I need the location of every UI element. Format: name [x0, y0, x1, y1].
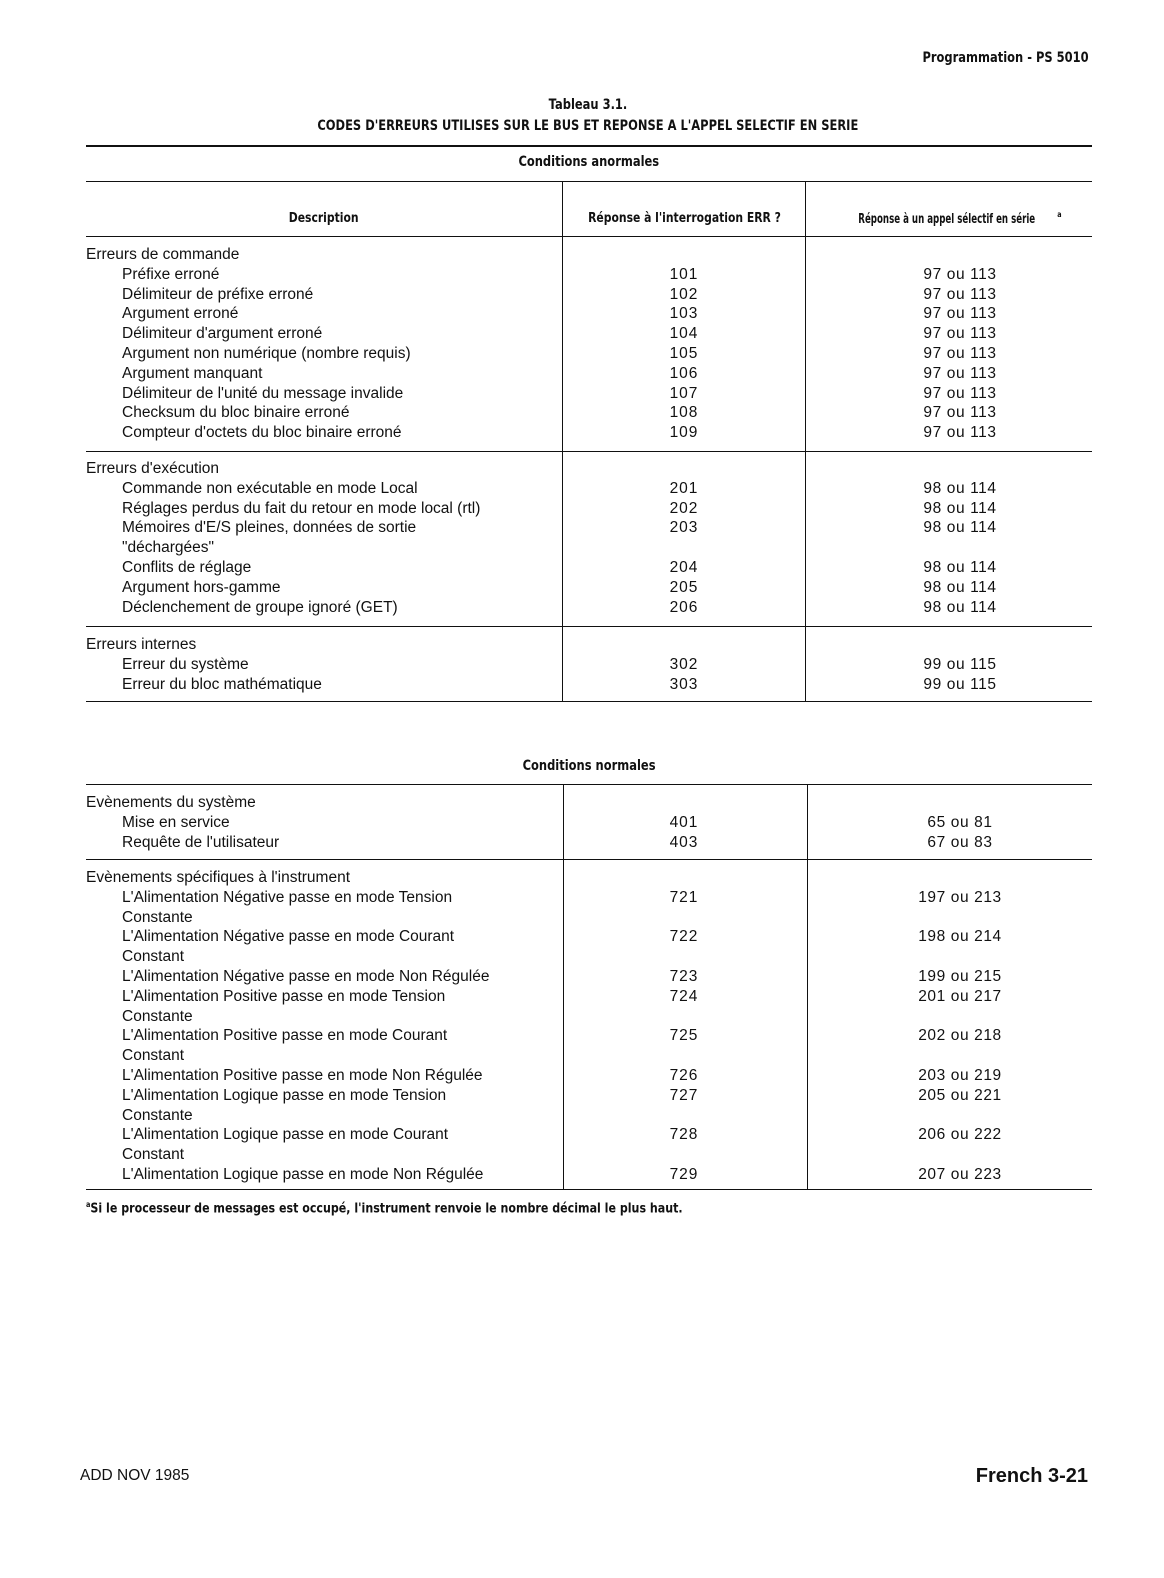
- table-row: Délimiteur de préfixe erroné 102 97 ou 113: [122, 285, 997, 303]
- table-row: Erreur du système 302 99 ou 115: [122, 655, 997, 673]
- page-number: French 3-21: [975, 1465, 1088, 1487]
- table-row: Constante: [122, 1106, 193, 1124]
- group-command-errors: [0, 245, 1164, 443]
- table-row: Constante: [122, 1007, 193, 1025]
- group-heading: Erreurs de commande: [86, 246, 240, 263]
- group-heading: Erreurs d'exécution: [86, 460, 220, 477]
- footer-date: ADD NOV 1985: [80, 1467, 190, 1484]
- group-internal-errors: [0, 635, 1164, 694]
- group-instrument-events: [0, 868, 1164, 1185]
- table-row: Compteur d'octets du bloc binaire erroné 109 97 ou 113: [122, 424, 997, 442]
- normal-bottom-rule: [86, 1189, 1092, 1190]
- group-heading: Erreurs internes: [86, 636, 197, 653]
- table-title: CODES D'ERREURS UTILISES SUR LE BUS ET REPONSE A L'APPEL SELECTIF EN SERIE: [317, 118, 859, 134]
- table-number: Tableau 3.1.: [548, 97, 628, 113]
- running-header: Programmation - PS 5010: [922, 50, 1089, 66]
- table-row: Réglages perdus du fait du retour en mode local (rtl) 202 98 ou 114: [122, 499, 997, 517]
- table-row: Argument non numérique (nombre requis) 105 97 ou 113: [122, 344, 997, 362]
- group-rule: [86, 626, 1092, 627]
- table-row: Mémoires d'E/S pleines, données de sortie 203 98 ou 114: [122, 519, 997, 537]
- table-row: L'Alimentation Négative passe en mode Tension 721 197 ou 213: [122, 888, 1002, 906]
- subhead-rule: [86, 181, 1092, 182]
- table-row: Constant: [122, 1146, 185, 1164]
- footnote-mark: a: [86, 1200, 91, 1209]
- table-row: Erreur du bloc mathématique 303 99 ou 115: [122, 675, 997, 693]
- table-row: L'Alimentation Logique passe en mode Tension 727 205 ou 221: [122, 1086, 1002, 1104]
- table-row: Commande non exécutable en mode Local 201 98 ou 114: [122, 479, 997, 497]
- table-row: Constant: [122, 1047, 185, 1065]
- abnormal-conditions-title: Conditions anormales: [518, 154, 660, 170]
- table-row: Constant: [122, 948, 185, 966]
- group-rule: [86, 859, 1092, 860]
- normal-conditions-title: Conditions normales: [522, 758, 656, 774]
- column-header-err-query: Réponse à l'interrogation ERR ?: [587, 210, 781, 226]
- table-row: Mise en service 401 65 ou 81: [122, 813, 993, 831]
- top-rule: [86, 145, 1092, 147]
- table-row: Argument manquant 106 97 ou 113: [122, 364, 997, 382]
- table-row: Délimiteur de l'unité du message invalide 107 97 ou 113: [122, 384, 997, 402]
- abnormal-bottom-rule: [86, 701, 1092, 702]
- table-row: Requête de l'utilisateur 403 67 ou 83: [122, 833, 993, 851]
- table-row: Conflits de réglage 204 98 ou 114: [122, 558, 997, 576]
- table-row: "déchargées": [122, 539, 215, 557]
- table-row: L'Alimentation Positive passe en mode Non Régulée 726 203 ou 219: [122, 1066, 1002, 1084]
- table-row: Argument hors-gamme 205 98 ou 114: [122, 578, 997, 596]
- normal-top-rule: [86, 784, 1092, 785]
- group-heading: Evènements du système: [86, 794, 256, 811]
- footnote: $^a$Si le processeur de messages est occupé, l'instrument renvoie le nombre décimal le plus haut.: [86, 1200, 683, 1217]
- table-row: L'Alimentation Positive passe en mode Courant 725 202 ou 218: [122, 1027, 1002, 1045]
- group-heading: Evènements spécifiques à l'instrument: [86, 869, 351, 886]
- footnote-mark: a: [1057, 210, 1062, 219]
- table-row: Argument erroné 103 97 ou 113: [122, 305, 997, 323]
- table-row: Checksum du bloc binaire erroné 108 97 ou 113: [122, 404, 997, 422]
- column-header-serial-poll: Réponse à un appel sélectif en série $^a$: [858, 210, 1062, 227]
- table-row: Délimiteur d'argument erroné 104 97 ou 113: [122, 325, 997, 343]
- table-row: L'Alimentation Négative passe en mode Courant 722 198 ou 214: [122, 928, 1002, 946]
- table-row: Constante: [122, 908, 193, 926]
- column-header-rule: [86, 236, 1092, 237]
- table-row: L'Alimentation Négative passe en mode Non Régulée 723 199 ou 215: [122, 967, 1002, 985]
- column-header-description: Description: [289, 210, 359, 226]
- table-row: L'Alimentation Logique passe en mode Non Régulée 729 207 ou 223: [122, 1165, 1002, 1183]
- table-row: Déclenchement de groupe ignoré (GET) 206 98 ou 114: [122, 598, 997, 616]
- table-row: Préfixe erroné 101 97 ou 113: [122, 265, 997, 283]
- table-row: L'Alimentation Positive passe en mode Tension 724 201 ou 217: [122, 987, 1002, 1005]
- group-rule: [86, 451, 1092, 452]
- group-execution-errors: [0, 459, 1164, 617]
- group-system-events: [0, 793, 1164, 852]
- table-row: L'Alimentation Logique passe en mode Courant 728 206 ou 222: [122, 1126, 1002, 1144]
